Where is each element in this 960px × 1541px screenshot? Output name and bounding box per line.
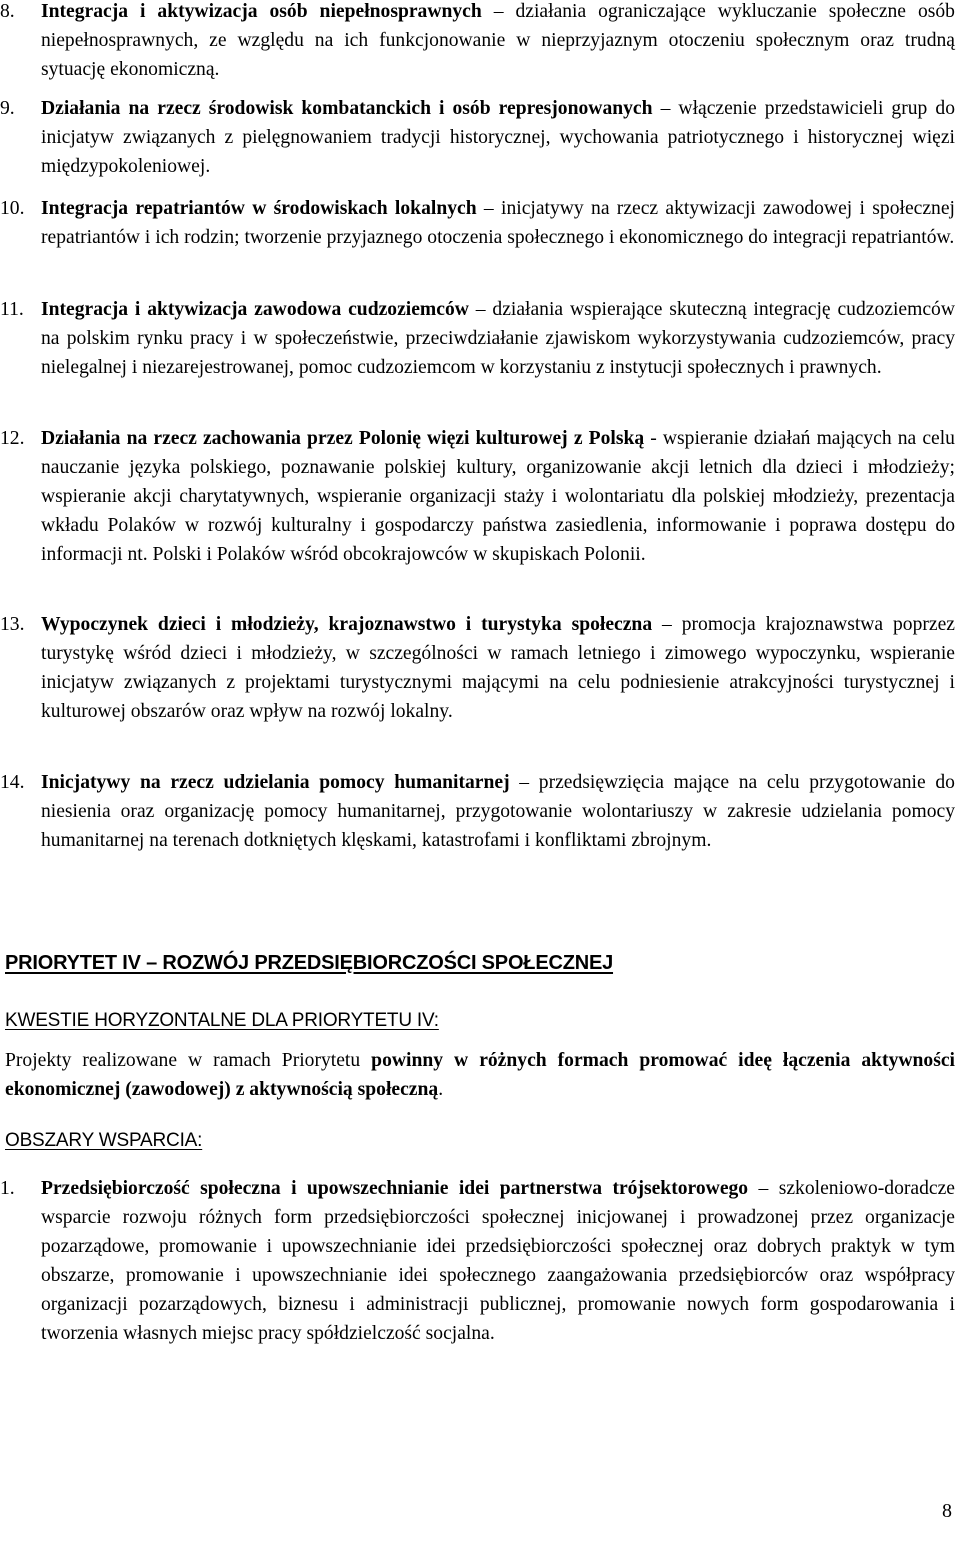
list-item-number: 9. [0,98,15,119]
horizontal-issues-paragraph [5,1046,955,1104]
list-item-text: – włączenie przedstawicieli grup do inicjatyw związanych z pielęgnowaniem tradycji historycznej, wychowania patriotycznego i historycznej więzi międzypokoleniowej. [41,98,955,177]
list-item-body [41,94,955,181]
list-item-text: – działania wspierające skuteczną integrację cudzoziemców na polskim rynku pracy i w społeczeństwie, przeciwdziałanie zjawiskom wykorzystywania cudzoziemców, pracy nielegalnej i niezarejestrowanej, pomoc cudzoziemcom w korzystaniu z instytucji społecznych i prawnych. [41,299,955,378]
horizontal-issues-heading: KWESTIE HORYZONTALNE DLA PRIORYTETU IV: [5,1010,439,1031]
list-item-title: Inicjatywy na rzecz udzielania pomocy humanitarnej [41,772,510,793]
list-item-title: Integracja i aktywizacja osób niepełnosprawnych [41,1,482,22]
list-item [0,768,955,855]
list-item-number: 8. [0,1,15,22]
list-item-text: – inicjatywy na rzecz aktywizacji zawodowej i społecznej repatriantów i ich rodzin; tworzenie przyjaznego otoczenia społecznego i ekonomicznego do integracji repatriantów. [41,198,955,248]
list-item-title: Wypoczynek dzieci i młodzieży, krajoznawstwo i turystyka społeczna [41,614,653,635]
list-item [0,424,955,569]
list-item-body [41,610,955,726]
paragraph-bold-text: powinny w różnych formach promować ideę łączenia aktywności ekonomicznej (zawodowej) z aktywnością społeczną [5,1050,955,1100]
list-item-body [41,1174,955,1348]
list-item-body [41,194,955,252]
list-item [0,0,955,84]
list-item-text: – działania ograniczające wykluczanie społeczne osób niepełnosprawnych, ze względu na ich funkcjonowanie w nieprzyjaznym otoczeniu społecznym oraz trudną sytuację ekonomiczną. [41,1,955,80]
support-areas-heading: OBSZARY WSPARCIA: [5,1130,203,1151]
list-item-text: - wspieranie działań mających na celu nauczanie języka polskiego, poznawanie polskiej kultury, organizowanie akcji letnich dla dzieci i młodzieży; wspieranie akcji charytatywnych, wspieranie organizacji staży i wolontariatu dla polskiej młodzieży, prezentacja wkładu Polaków w rozwój kulturalny i gospodarczy państwa zasiedlenia, informowanie i poprawa dostępu do informacji nt. Polski i Polaków wśród obcokrajowców w skupiskach Polonii. [41,428,955,565]
list-item-number: 11. [0,299,24,320]
list-item-title: Działania na rzecz środowisk kombatanckich i osób represjonowanych [41,98,653,119]
list-item-title: Przedsiębiorczość społeczna i upowszechnianie idei partnerstwa trójsektorowego [41,1178,749,1199]
list-item-body [41,0,955,84]
list-item-number: 13. [0,614,25,635]
list-item [0,194,955,252]
list-item-body [41,424,955,569]
list-item [0,610,955,726]
list-item-title: Działania na rzecz zachowania przez Polonię więzi kulturowej z Polską [41,428,645,449]
priority-heading: PRIORYTET IV – ROZWÓJ PRZEDSIĘBIORCZOŚCI SPOŁECZNEJ [5,952,614,974]
list-item-text: – szkoleniowo-doradcze wsparcie rozwoju różnych form przedsiębiorczości społecznej inicjowanej i prowadzonej przez organizacje pozarządowe, promowanie i upowszechnianie idei przedsiębiorczości społecznej oraz dobrych praktyk w tym obszarze, promowanie i upowszechnianie idei społecznego zaangażowania przedsiębiorców oraz współpracy organizacji pozarządowych, biznesu i administracji publicznej, promowanie nowych form gospodarowania i tworzenia własnych miejsc pracy spółdzielczość socjalna. [41,1178,955,1344]
page-number: 8 [942,1500,952,1522]
list-item-number: 14. [0,772,25,793]
list-item-number: 10. [0,198,25,219]
list-item-text: – przedsięwzięcia mające na celu przygotowanie do niesienia oraz organizację pomocy humanitarnej, przygotowanie wolontariuszy w zakresie udzielania pomocy humanitarnej na terenach dotkniętych klęskami, katastrofami i konfliktami zbrojnym. [41,772,955,851]
list-item-number: 12. [0,428,25,449]
list-item [0,94,955,181]
list-item-text: – promocja krajoznawstwa poprzez turystykę wśród dzieci i młodzieży, w szczególności w ramach letniego i zimowego wypoczynku, wspieranie inicjatyw związanych z projektami turystycznymi mającymi na celu podniesienie atrakcyjności turystycznej i kulturowej obszarów oraz wpływ na rozwój lokalny. [41,614,956,722]
paragraph-suffix: . [438,1079,444,1100]
list-item-title: Integracja i aktywizacja zawodowa cudzoziemców [41,299,469,320]
list-item-body [41,768,955,855]
list-item-title: Integracja repatriantów w środowiskach lokalnych [41,198,477,219]
list-item-number: 1. [0,1178,15,1199]
paragraph-prefix: Projekty realizowane w ramach Priorytetu [5,1050,372,1071]
list-item [0,295,955,382]
list-item [0,1174,955,1348]
list-item-body [41,295,955,382]
